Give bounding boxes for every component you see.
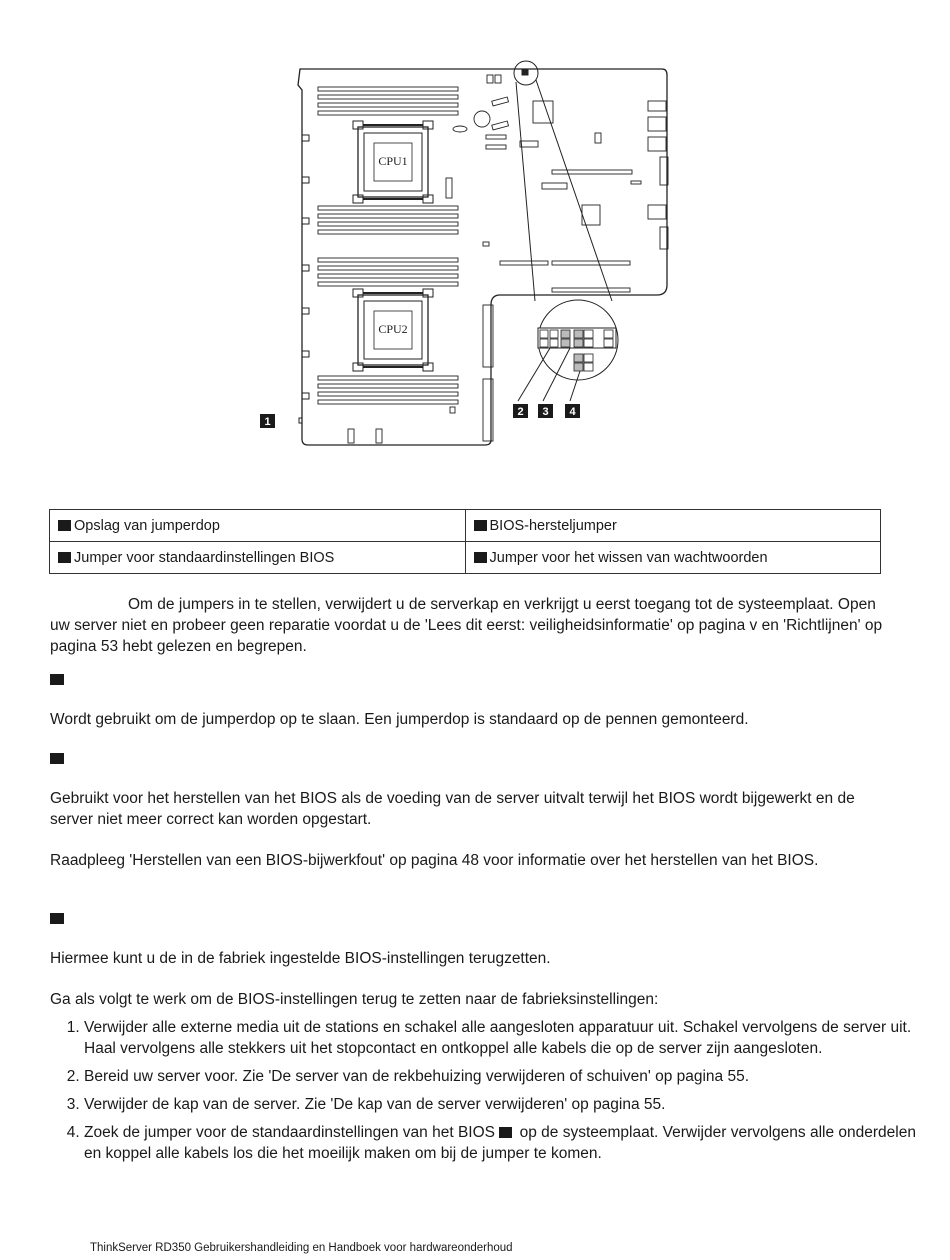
list-item: 2. Bereid uw server voor. Zie 'De server van de rekbehuizing verwijderen of schuiven' op pagina 55.: [84, 1066, 919, 1087]
intro-paragraph: Om de jumpers in te stellen, verwijdert u de serverkap en verkrijgt u eerst toegang tot de systeemplaat. Open uw server niet en probeer geen reparatie voordat u de 'Lees dit eerst: veiligheidsinformatie' op pagina v en 'Richtlijnen' op pagina 53 hebt gelezen en begrepen.: [50, 596, 883, 655]
callout-marker-icon: [58, 520, 71, 531]
list-item: 4. Zoek de jumper voor de standaardinstellingen van het BIOS op de systeemplaat. Verwijder vervolgens alle onderdelen en koppel alle kabels los die het moeilijk maken om bij de jumper te komen.: [84, 1122, 919, 1164]
svg-text:4: 4: [569, 406, 576, 418]
page-footer: ThinkServer RD350 Gebruikershandleiding en Handboek voor hardwareonderhoud: [90, 1242, 513, 1254]
legend-item-default: Jumper voor standaardinstellingen BIOS: [74, 549, 335, 566]
legend-cell: [50, 542, 466, 574]
callout-marker-icon: [474, 552, 487, 563]
dimm-slots-top: [318, 87, 458, 115]
legend-cell: [465, 542, 881, 574]
system-board-diagram: [250, 55, 700, 455]
top-components: [446, 75, 538, 413]
legend-table: [49, 509, 881, 574]
jumper-block-magnified: [518, 300, 618, 401]
rear-io-connectors: [648, 101, 668, 249]
callout-3: [538, 404, 553, 418]
callout-marker-icon: [58, 552, 71, 563]
svg-text:1: 1: [264, 416, 271, 428]
procedure-steps: [50, 1017, 919, 1171]
legend-row: [50, 510, 881, 542]
callout-4: [565, 404, 580, 418]
svg-text:3: 3: [542, 406, 549, 418]
recovery-description: Gebruikt voor het herstellen van het BIOS als de voeding van de server uitvalt terwijl het BIOS wordt bijgewerkt en de server niet meer correct kan worden opgestart.: [50, 790, 855, 828]
right-components: [500, 101, 641, 292]
section-marker-icon: [50, 913, 64, 924]
list-item: 1. Verwijder alle externe media uit de stations en schakel alle aangesloten apparatuur uit. Schakel vervolgens de server uit. Haal vervolgens alle stekkers uit het stopcontact en ontkoppel alle kabels die op de server zijn aangesloten.: [84, 1017, 919, 1059]
legend-item-password: Jumper voor het wissen van wachtwoorden: [489, 549, 768, 566]
cpu1-label: CPU1: [378, 154, 408, 168]
list-item: 3. Verwijder de kap van de server. Zie 'De kap van de server verwijderen' op pagina 55.: [84, 1094, 919, 1115]
riser-slots: [348, 305, 493, 443]
edge-connectors-left: [299, 135, 309, 423]
storage-description: Wordt gebruikt om de jumperdop op te slaan. Een jumperdop is standaard op de pennen gemonteerd.: [50, 711, 749, 728]
legend-item-storage: Opslag van jumperdop: [74, 517, 220, 534]
callout-marker-icon: [499, 1127, 512, 1138]
callout-2: [513, 404, 528, 418]
default-description: Hiermee kunt u de in de fabriek ingestelde BIOS-instellingen terugzetten.: [50, 950, 551, 967]
legend-item-recovery: BIOS-hersteljumper: [489, 517, 617, 534]
recovery-reference: Raadpleeg 'Herstellen van een BIOS-bijwerkfout' op pagina 48 voor informatie over het herstellen van het BIOS.: [50, 852, 819, 869]
default-procedure-intro: Ga als volgt te werk om de BIOS-instellingen terug te zetten naar de fabrieksinstellingen:: [50, 991, 659, 1008]
legend-cell: [50, 510, 466, 542]
section-marker-icon: [50, 753, 64, 764]
svg-text:2: 2: [517, 406, 524, 418]
cpu2-label: CPU2: [378, 322, 408, 336]
cpu1-socket: [353, 121, 433, 203]
legend-row: [50, 542, 881, 574]
callout-marker-icon: [474, 520, 487, 531]
cpu2-socket: [353, 289, 433, 371]
callout-1: [260, 414, 275, 428]
legend-cell: [465, 510, 881, 542]
dimm-slots-mid2: [318, 258, 458, 286]
section-marker-icon: [50, 674, 64, 685]
dimm-slots-mid1: [318, 206, 458, 234]
dimm-slots-bottom: [318, 376, 458, 404]
